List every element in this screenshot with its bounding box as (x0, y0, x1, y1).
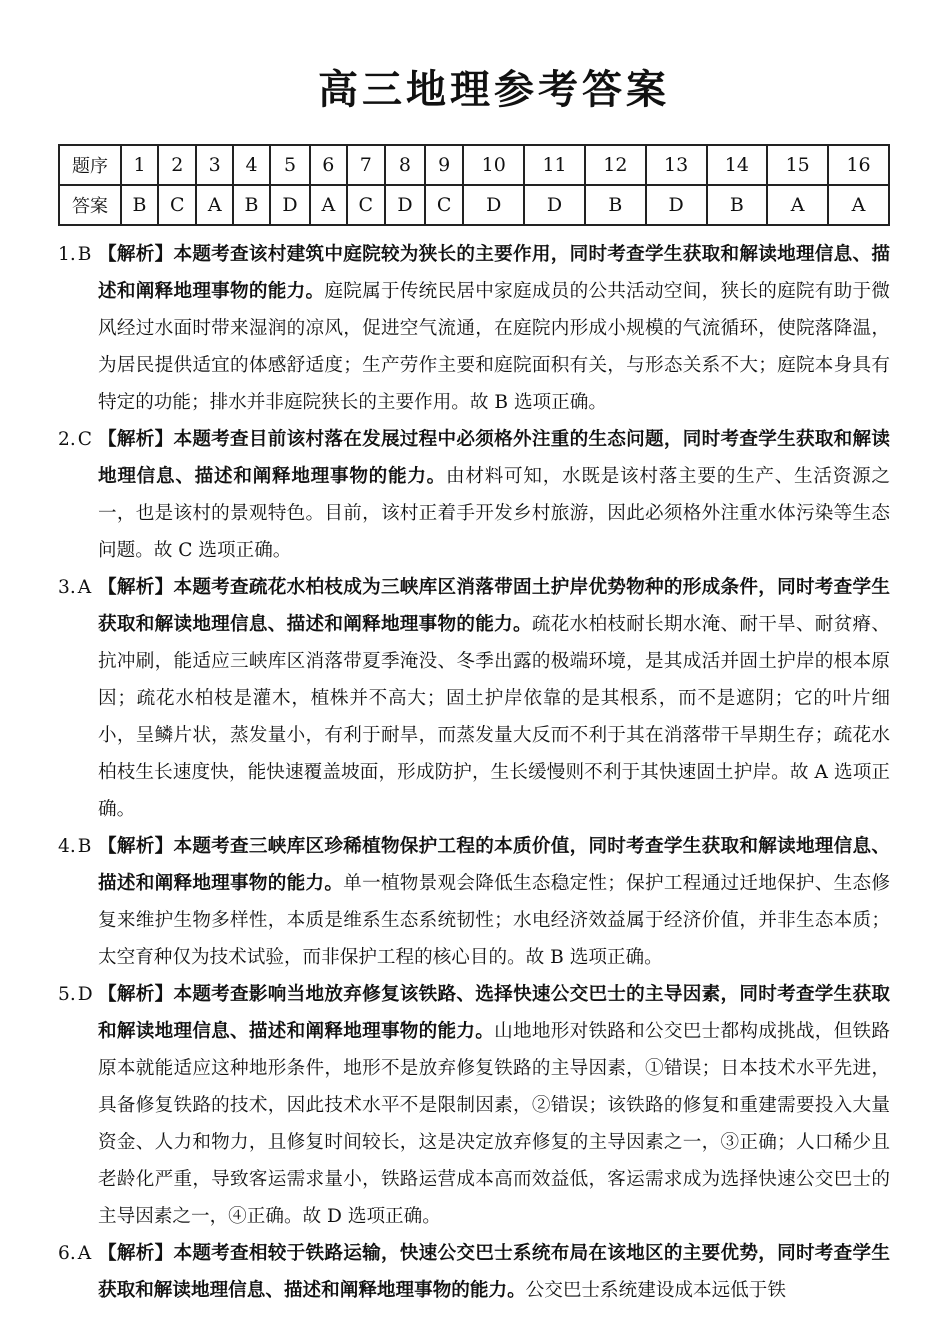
question-number-cell: 10 (463, 145, 524, 185)
question-number-cell: 15 (767, 145, 828, 185)
question-number-cell: 5 (270, 145, 310, 185)
item-index: 5. (58, 984, 76, 1005)
item-analysis-text: 疏花水柏枝耐长期水淹、耐干旱、耐贫瘠、抗冲刷，能适应三峡库区消落带夏季淹没、冬季出露的极端环境，是其成活并固土护岸的根本原因；疏花水柏枝是灌木，植株并不高大；固土护岸依靠的是其根系，而不是遮阴；它的叶片细小，呈鳞片状，蒸发量小，有利于耐旱，而蒸发量大反而不利于其在消落带干旱期生存；疏花水柏枝生长速度快，能快速覆盖坡面，形成防护，生长缓慢则不利于其快速固土护岸。故 A 选项正确。 (98, 614, 890, 820)
answer-cell: A (196, 185, 233, 225)
answer-cell: D (463, 185, 524, 225)
item-index: 1. (58, 244, 76, 265)
question-number-cell: 13 (646, 145, 707, 185)
item-analysis-heading: 【解析】本题考查影响当地放弃修复该铁路、选择快速公交巴士的主导因素，同时考查学生获取和解读地理信息、描述和阐释地理事物的能力。 (98, 984, 890, 1042)
item-analysis-text: 由材料可知，水既是该村落主要的生产、生活资源之一，也是该村的景观特色。目前，该村正着手开发乡村旅游，因此必须格外注重水体污染等生态问题。故 C 选项正确。 (98, 466, 890, 561)
item-analysis-heading: 【解析】本题考查该村建筑中庭院较为狭长的主要作用，同时考查学生获取和解读地理信息、描述和阐释地理事物的能力。 (98, 244, 890, 302)
question-number-cell: 2 (158, 145, 196, 185)
item-analysis-heading: 【解析】本题考查目前该村落在发展过程中必须格外注重的生态问题，同时考查学生获取和解读地理信息、描述和阐释地理事物的能力。 (98, 429, 890, 487)
answer-cell: D (270, 185, 310, 225)
question-number-row (59, 145, 889, 185)
page-title: 高三地理参考答案 (318, 67, 670, 113)
answer-cell: B (121, 185, 158, 225)
answer-cell: D (385, 185, 425, 225)
answer-table (58, 144, 890, 226)
explanation-item (58, 569, 890, 828)
explanation-item (58, 828, 890, 976)
answer-cell: A (767, 185, 828, 225)
explanation-item (58, 1235, 890, 1309)
item-number (58, 236, 98, 273)
item-choice: A (77, 577, 92, 598)
item-analysis-text: 庭院属于传统民居中家庭成员的公共活动空间，狭长的庭院有助于微风经过水面时带来湿润的凉风，促进空气流通，在庭院内形成小规模的气流循环，使院落降温，为居民提供适宜的体感舒适度；生产劳作主要和庭院面积有关，与形态关系不大；庭院本身具有特定的功能；排水并非庭院狭长的主要作用。故 B 选项正确。 (98, 281, 890, 413)
answer-cell: B (585, 185, 646, 225)
question-number-cell: 6 (310, 145, 347, 185)
item-analysis-heading: 【解析】本题考查三峡库区珍稀植物保护工程的本质价值，同时考查学生获取和解读地理信息、描述和阐释地理事物的能力。 (98, 836, 890, 894)
item-number (58, 976, 98, 1013)
question-number-cell: 8 (385, 145, 425, 185)
answer-cell: D (646, 185, 707, 225)
question-number-cell: 7 (347, 145, 385, 185)
item-number (58, 569, 98, 606)
explanation-item (58, 236, 890, 421)
item-number (58, 1235, 98, 1272)
question-number-cell: 12 (585, 145, 646, 185)
answer-row (59, 185, 889, 225)
answer-cell: A (828, 185, 889, 225)
row-label-question-number: 题序 (59, 145, 121, 185)
item-choice: A (77, 1243, 92, 1264)
item-number (58, 828, 98, 865)
answer-cell: B (707, 185, 768, 225)
item-choice: C (77, 429, 92, 450)
item-analysis-heading: 【解析】本题考查疏花水柏枝成为三峡库区消落带固土护岸优势物种的形成条件，同时考查学生获取和解读地理信息、描述和阐释地理事物的能力。 (98, 577, 890, 635)
explanation-list (58, 236, 890, 1309)
question-number-cell: 9 (425, 145, 463, 185)
answer-cell: D (524, 185, 585, 225)
answer-cell: C (158, 185, 196, 225)
item-analysis-text: 单一植物景观会降低生态稳定性；保护工程通过迁地保护、生态修复来维护生物多样性，本质是维系生态系统韧性；水电经济效益属于经济价值，并非生态本质；太空育种仅为技术试验，而非保护工程的核心目的。故 B 选项正确。 (98, 873, 890, 968)
question-number-cell: 3 (196, 145, 233, 185)
answer-cell: C (425, 185, 463, 225)
item-index: 2. (58, 429, 76, 450)
explanation-item (58, 421, 890, 569)
item-analysis-text: 山地地形对铁路和公交巴士都构成挑战，但铁路原本就能适应这种地形条件，地形不是放弃修复铁路的主导因素，①错误；日本技术水平先进，具备修复铁路的技术，因此技术水平不是限制因素，②错误；该铁路的修复和重建需要投入大量资金、人力和物力，且修复时间较长，这是决定放弃修复的主导因素之一，③正确；人口稀少且老龄化严重，导致客运需求量小，铁路运营成本高而效益低，客运需求成为选择快速公交巴士的主导因素之一，④正确。故 D 选项正确。 (98, 1021, 890, 1227)
explanation-item (58, 976, 890, 1235)
question-number-cell: 16 (828, 145, 889, 185)
question-number-cell: 14 (707, 145, 768, 185)
item-index: 6. (58, 1243, 76, 1264)
answer-cell: C (347, 185, 385, 225)
answer-cell: A (310, 185, 347, 225)
item-index: 3. (58, 577, 76, 598)
row-label-answer: 答案 (59, 185, 121, 225)
item-index: 4. (58, 836, 76, 857)
question-number-cell: 4 (233, 145, 270, 185)
item-analysis-text: 公交巴士系统建设成本远低于铁 (525, 1280, 786, 1301)
item-analysis-heading: 【解析】本题考查相较于铁路运输，快速公交巴士系统布局在该地区的主要优势，同时考查学生获取和解读地理信息、描述和阐释地理事物的能力。 (98, 1243, 890, 1301)
question-number-cell: 11 (524, 145, 585, 185)
item-choice: B (77, 836, 92, 857)
answer-cell: B (233, 185, 270, 225)
item-choice: B (77, 244, 92, 265)
item-number (58, 421, 98, 458)
item-choice: D (77, 984, 93, 1005)
question-number-cell: 1 (121, 145, 158, 185)
